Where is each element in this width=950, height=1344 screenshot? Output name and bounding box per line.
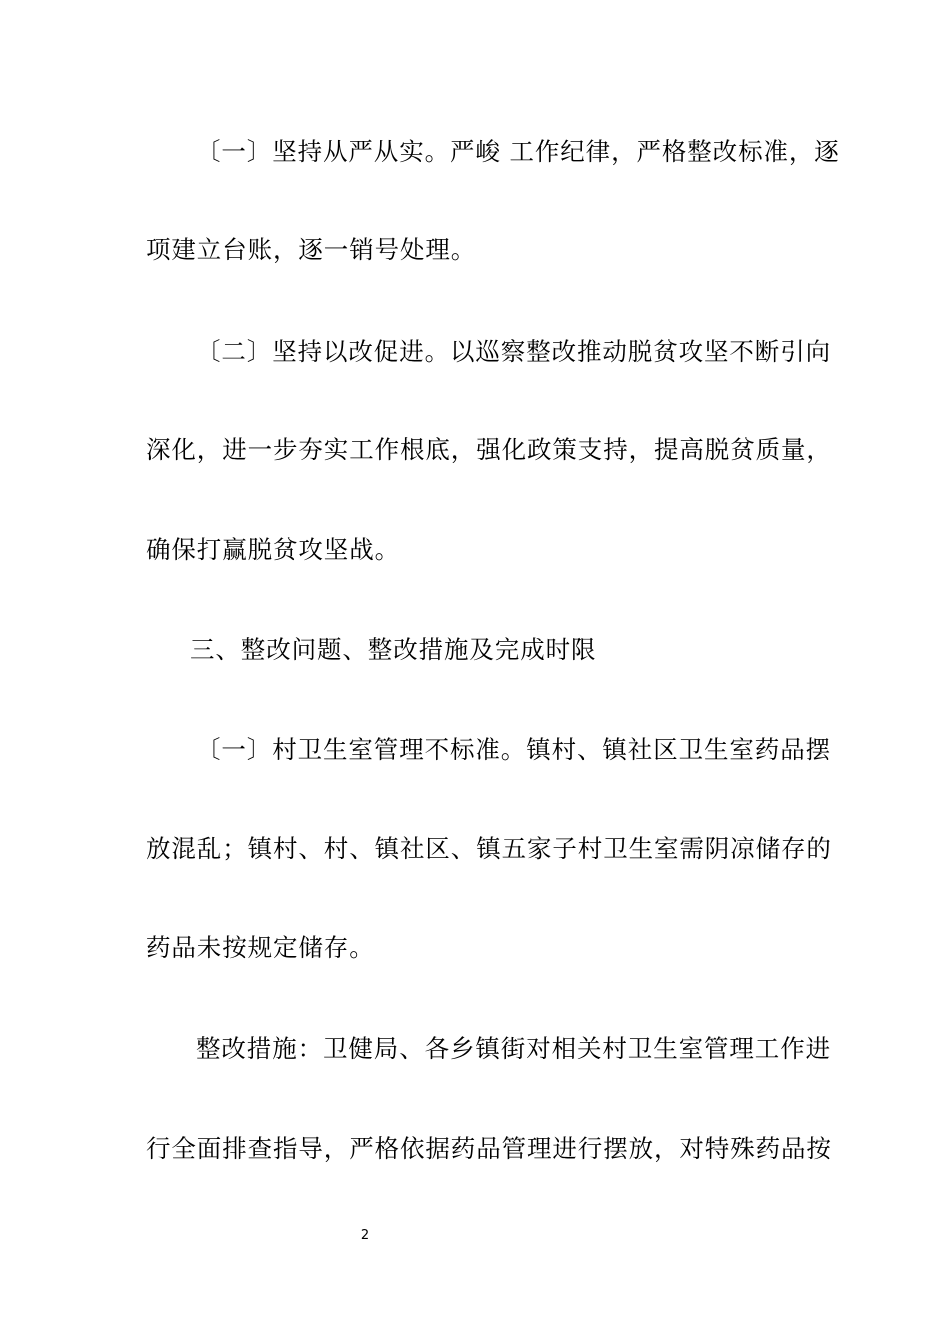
paragraph-line: 药品未按规定储存。 xyxy=(146,933,375,962)
section-heading: 三、整改问题、整改措施及完成时限 xyxy=(190,635,597,664)
paragraph-line: 深化，进一步夯实工作根底，强化政策支持，提高脱贫质量， xyxy=(146,435,832,464)
paragraph-line: 整改措施：卫健局、各乡镇街对相关村卫生室管理工作进 xyxy=(196,1034,831,1063)
page-number: 2 xyxy=(360,1228,370,1243)
paragraph-line: 项建立台账，逐一销号处理。 xyxy=(146,235,477,264)
paragraph-line: 放混乱；镇村、村、镇社区、镇五家子村卫生室需阴凉储存的 xyxy=(146,834,832,863)
paragraph-line: 〔一〕村卫生室管理不标准。镇村、镇社区卫生室药品摆 xyxy=(196,735,831,764)
paragraph-line: 〔二〕坚持以改促进。以巡察整改推动脱贫攻坚不断引向 xyxy=(196,337,831,366)
paragraph-line: 〔一〕坚持从严从实。严峻 工作纪律，严格整改标准，逐 xyxy=(196,137,840,166)
paragraph-line: 行全面排查指导，严格依据药品管理进行摆放，对特殊药品按 xyxy=(146,1134,832,1163)
paragraph-line: 确保打赢脱贫攻坚战。 xyxy=(146,535,400,564)
